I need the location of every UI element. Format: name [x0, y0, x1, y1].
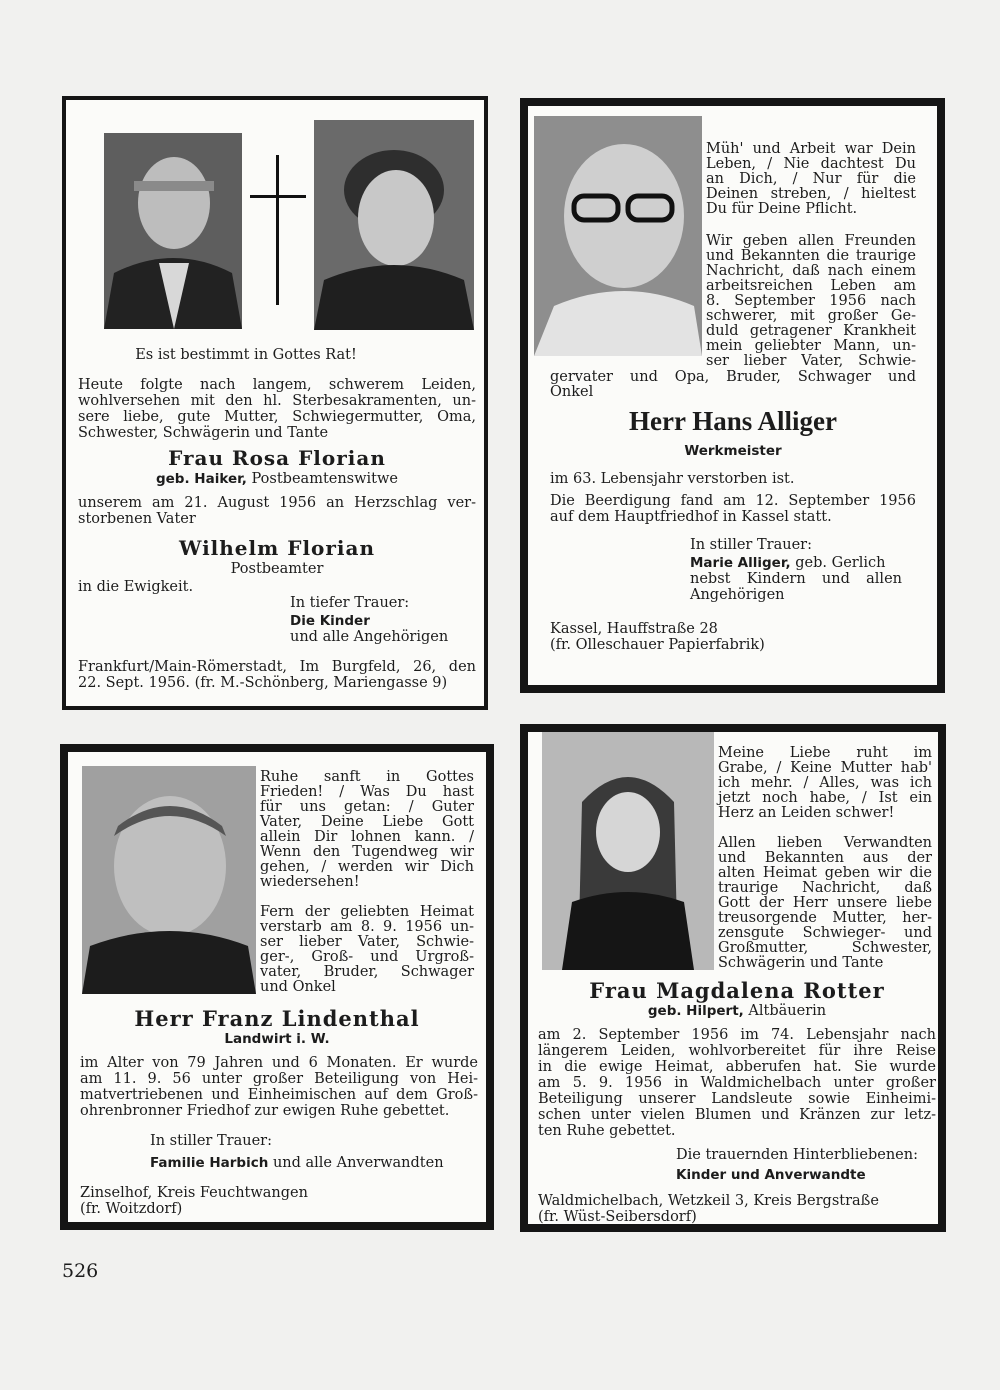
obituary-florian [62, 96, 488, 710]
intro-line: arbeitsreichen Leben am [706, 278, 916, 294]
verse-line: Frieden! / Was Du hast [260, 784, 474, 800]
portrait-magdalena-rotter [542, 732, 714, 970]
body-line: am 11. 9. 56 unter großer Beteiligung von Hei- [80, 1071, 478, 1087]
mourning-label: Die trauernden Hinterbliebenen: [676, 1147, 918, 1163]
mourning-label: In stiller Trauer: [690, 537, 812, 553]
verse-line: allein Dir lohnen kann. / [260, 829, 474, 845]
mourners-line: nebst Kindern und allen [690, 571, 902, 587]
mourners-line [150, 1156, 480, 1172]
verse-line: ich mehr. / Alles, was ich [718, 775, 932, 791]
intro-line: wohlversehen mit den hl. Sterbesakramenten, un- [78, 393, 476, 409]
deceased-occupation: Landwirt i. W. [224, 1031, 330, 1047]
verse-line: Deinen streben, / hieltest [706, 186, 916, 202]
intro-line: verstarb am 8. 9. 1956 un- [260, 919, 474, 935]
intro-line: duld getragener Krankheit [706, 323, 916, 339]
verse-line: Wenn den Tugendweg wir [260, 844, 474, 860]
page-number: 526 [62, 1260, 99, 1282]
address-line: Zinselhof, Kreis Feuchtwangen [80, 1185, 308, 1201]
mourning-label: In stiller Trauer: [150, 1133, 272, 1149]
mourners-bold: Familie Harbich [150, 1155, 269, 1171]
verse-line: an Dich, / Nur für die [706, 171, 916, 187]
intro-line: treusorgende Mutter, her- [718, 910, 932, 926]
age-line: im 63. Lebensjahr verstorben ist. [550, 471, 795, 487]
verse-line: Du für Deine Pflicht. [706, 201, 858, 217]
verse-line: Leben, / Nie dachtest Du [706, 156, 916, 172]
verse-line: Grabe, / Keine Mutter hab' [718, 760, 932, 776]
body-line: im Alter von 79 Jahren und 6 Monaten. Er wurde [80, 1055, 478, 1071]
body-line: schen unter vielen Blumen und Kränzen zur letz- [538, 1107, 936, 1123]
mourners: und alle Anverwandten [272, 1155, 444, 1171]
intro-line: schwerer, mit großer Ge- [706, 308, 916, 324]
body-line: ten Ruhe gebettet. [538, 1123, 676, 1139]
verse-line: gehen, / werden wir Dich [260, 859, 474, 875]
verse-line: für uns getan: / Guter [260, 799, 474, 815]
obituary-lindenthal [60, 744, 494, 1230]
verse-line: Meine Liebe ruht im [718, 745, 932, 761]
intro-line: gervater und Opa, Bruder, Schwager und [550, 369, 916, 385]
funeral-line: Die Beerdigung fand am 12. September 1956 [550, 493, 916, 509]
address-line: (fr. Wüst-Seibersdorf) [538, 1209, 697, 1225]
occupation: Postbeamtenswitwe [251, 471, 398, 487]
deceased-name: Frau Magdalena Rotter [589, 978, 885, 1003]
body-line: in die ewige Heimat, abberufen hat. Sie wurde [538, 1059, 936, 1075]
portrait-rosa-florian [314, 120, 474, 330]
verse: Es ist bestimmt in Gottes Rat! [135, 347, 357, 363]
deceased-occupation: Postbeamter [230, 561, 324, 577]
intro-line: Allen lieben Verwandten [718, 835, 932, 851]
address-line: (fr. Olleschauer Papierfabrik) [550, 637, 765, 653]
intro-line: alten Heimat geben wir die [718, 865, 932, 881]
mourner-rest: geb. Gerlich [795, 555, 886, 571]
address-line: Kassel, Hauffstraße 28 [550, 621, 718, 637]
mid-line: unserem am 21. August 1956 an Herzschlag ver- [78, 495, 476, 511]
intro-line: Großmutter, Schwester, [718, 940, 932, 956]
intro-line: mein geliebter Mann, un- [706, 338, 916, 354]
intro-line: zensgute Schwieger- und [718, 925, 932, 941]
deceased-name: Wilhelm Florian [178, 536, 376, 560]
mourning-label: In tiefer Trauer: [290, 595, 410, 611]
intro-line: Fern der geliebten Heimat [260, 904, 474, 920]
verse-line: Ruhe sanft in Gottes [260, 769, 474, 785]
portrait-wilhelm-florian [104, 133, 242, 329]
obituary-alliger [520, 98, 945, 693]
mourner-bold: Marie Alliger, [690, 555, 791, 571]
portrait-franz-lindenthal [82, 766, 256, 994]
intro-line: Heute folgte nach langem, schwerem Leiden, [78, 377, 476, 393]
body-line: längerem Leiden, wohlvorbereitet für ihre Reise [538, 1043, 936, 1059]
deceased-occupation: Werkmeister [684, 443, 782, 459]
verse-line: Vater, Deine Liebe Gott [260, 814, 474, 830]
deceased-name: Herr Franz Lindenthal [134, 1006, 420, 1031]
mourners-bold: Kinder und Anverwandte [676, 1167, 866, 1183]
intro-line: ger-, Groß- und Urgroß- [260, 949, 474, 965]
closing-line: in die Ewigkeit. [78, 579, 194, 595]
intro-line: Schwägerin und Tante [718, 955, 884, 971]
intro-line: Wir geben allen Freunden [706, 233, 916, 249]
intro-line: Gott der Herr unsere liebe [718, 895, 932, 911]
intro-line: vater, Bruder, Schwager [260, 964, 474, 980]
funeral-line: auf dem Hauptfriedhof in Kassel statt. [550, 509, 832, 525]
intro-line: und Bekannten aus der [718, 850, 932, 866]
maiden-name: geb. Haiker, [155, 471, 247, 487]
address-line: Waldmichelbach, Wetzkeil 3, Kreis Bergstraße [538, 1193, 879, 1209]
mid-line: storbenen Vater [78, 511, 196, 527]
obituary-rotter [520, 724, 946, 1232]
deceased-subtitle [78, 472, 476, 488]
body-line: am 5. 9. 1956 in Waldmichelbach unter großer [538, 1075, 936, 1091]
verse-line: wiedersehen! [260, 874, 360, 890]
portrait-hans-alliger [534, 116, 702, 356]
body-line: ohrenbronner Friedhof zur ewigen Ruhe gebettet. [80, 1103, 450, 1119]
verse-line: Herz an Leiden schwer! [718, 805, 895, 821]
deceased-name: Herr Hans Alliger [629, 406, 837, 436]
intro-line: ser lieber Vater, Schwie- [706, 353, 916, 369]
intro-line: ser lieber Vater, Schwie- [260, 934, 474, 950]
mourners-line: Angehörigen [690, 587, 785, 603]
body-line: Beteiligung unserer Landsleute sowie Einheimi- [538, 1091, 936, 1107]
verse-line: jetzt noch habe, / Ist ein [718, 790, 932, 806]
mourners: und alle Angehörigen [290, 629, 449, 645]
intro-line: 8. September 1956 nach [706, 293, 916, 309]
body-line: am 2. September 1956 im 74. Lebensjahr nach [538, 1027, 936, 1043]
intro-line: Onkel [550, 384, 594, 400]
deceased-name: Frau Rosa Florian [168, 446, 386, 470]
maiden-name: geb. Hilpert, [647, 1003, 744, 1019]
intro-line: und Onkel [260, 979, 336, 995]
deceased-subtitle [538, 1004, 936, 1020]
address-line: 22. Sept. 1956. (fr. M.-Schönberg, Mariengasse 9) [78, 675, 448, 691]
cross-icon [250, 155, 306, 305]
body-line: matvertriebenen und Einheimischen auf dem Groß- [80, 1087, 478, 1103]
verse-line: Müh' und Arbeit war Dein [706, 141, 916, 157]
address-line: (fr. Woitzdorf) [80, 1201, 183, 1217]
occupation: Altbäuerin [748, 1003, 827, 1019]
intro-line: sere liebe, gute Mutter, Schwiegermutter, Oma, [78, 409, 476, 425]
intro-line: traurige Nachricht, daß [718, 880, 932, 896]
mourners-bold: Die Kinder [290, 613, 370, 629]
intro-line: und Bekannten die traurige [706, 248, 916, 264]
intro-line: Schwester, Schwägerin und Tante [78, 425, 329, 441]
address-line: Frankfurt/Main-Römerstadt, Im Burgfeld, 26, den [78, 659, 476, 675]
mourner-line [690, 556, 910, 572]
intro-line: Nachricht, daß nach einem [706, 263, 916, 279]
